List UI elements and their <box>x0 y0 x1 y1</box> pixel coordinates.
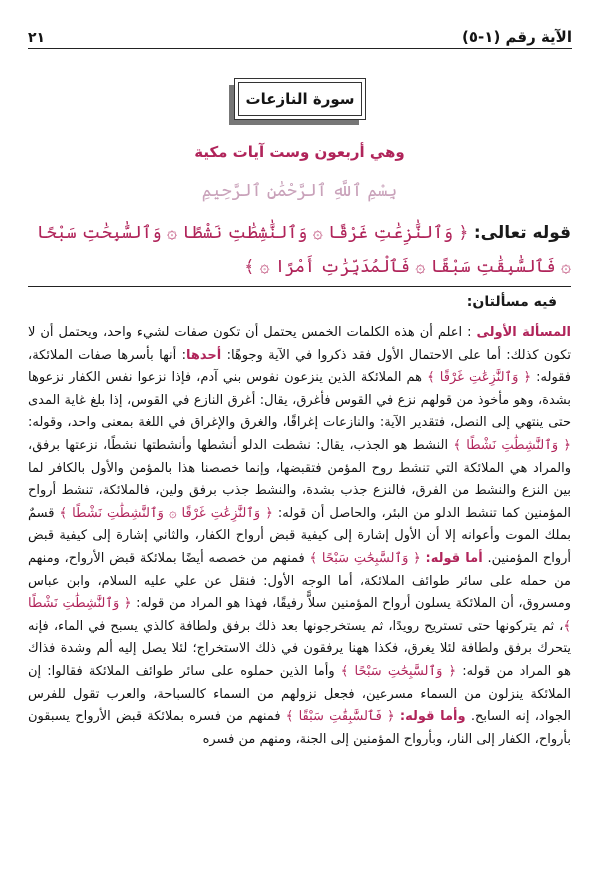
quran-quote: ﴿ وَٱلنَّٰشِطَٰتِ نَشْطًا ﴾ <box>28 596 571 634</box>
quran-quote: ﴿ فَٱلسَّٰبِقَٰتِ سَبْقًا ﴾ <box>285 709 395 725</box>
surah-subtitle: وهي أربعون وست آيات مكية <box>194 143 405 161</box>
quran-quote: ﴿ وَٱلسَّٰبِحَٰتِ سَبْحًا ﴾ <box>309 550 421 566</box>
quran-quote: ﴿ وَٱلنَّٰزِعَٰتِ غَرْقًا ﴾ <box>427 370 532 386</box>
text-run: وأما الذين حملوه على سائر طوائف الملائكة فقالوا: إن الملائكة ينزلون من السماء مسرعين، فجعل نزولهم من السماء كالسباحة، والعرب تقول للفرس الجواد، إنه السابح. <box>28 663 572 725</box>
divider-line <box>28 286 571 287</box>
point-label: أما قوله: <box>425 550 483 566</box>
verse-lead: قوله تعالى: <box>473 223 571 243</box>
quran-quote: ﴿ وَٱلنَّٰزِعَٰتِ غَرْقًا ۞ وَٱلنَّٰشِطَٰتِ نَشْطًا ﴾ <box>59 505 273 521</box>
issue-label: المسألة الأولى <box>476 325 571 340</box>
surah-title-box <box>234 78 366 120</box>
section-heading: فيه مسألتان: <box>466 294 557 310</box>
text-run: قسمٌ بملك الموت وأعوانه إلا أن الأول إشارة إلى كيفية قبض أرواح الكفار، والثاني إشارة إلى كيفية قبض أرواح المؤمنين. <box>28 505 572 566</box>
quran-quote: ﴿ وَٱلسَّٰبِحَٰتِ سَبْحًا ﴾ <box>340 663 457 679</box>
text-run: : أنها بأسرها صفات الملائكة، فقوله: <box>28 347 571 386</box>
point-label: أحدها <box>186 347 222 363</box>
text-run: ، ثم يتركونها حتى تستريح رويدًا، ثم يستخرجونها بعد ذلك برفق ولطافة كالذي يسبح في الماء، فإنه يتحرك برفق ولطافة لئلا يغرق، فكذا ههنا يرفقون في ذلك الاستخراج؛ لئلا يصل إليه ألم وشدة فذاك هو المراد من قوله: <box>28 618 571 679</box>
basmala: بِسْمِ ٱللَّهِ ٱلرَّحْمَٰنِ ٱلرَّحِيمِ <box>201 181 398 201</box>
text-run: : اعلم أن هذه الكلمات الخمس يحتمل أن تكون صفات لشيء واحد، ويحتمل أن لا تكون كذلك: أما على الاحتمال الأول فقد ذكروا في الآية وجوهًا: <box>28 325 571 363</box>
verse-text: ﴿ وَٱلنَّٰزِعَٰتِ غَرْقًا ۞ وَٱلنَّٰشِطَٰتِ نَشْطًا ۞ وَٱلسَّٰبِحَٰتِ سَبْحًا ۞ فَٱلسَّٰبِقَٰتِ سَبْقًا ۞ فَٱلْمُدَبِّرَٰتِ أَمْرًا ۞ ﴾ <box>36 223 571 277</box>
text-run: هم الملائكة الذين ينزعون نفوس بني آدم، فإذا نزعوا نفس الكفار نزعوها بشدة، وهو مأخوذ من قولهم نزع في القوس فأغرق، يقال: أغرق النازع في القوس، إذا بلغ غاية المدى حتى ينتهي إلى النصل، فتقدير الآية: والنازعات إغراقًا، والغرق والإغراق في اللغة بمعنى واحد، وقوله: <box>28 370 571 431</box>
surah-name: سورة النازعات <box>245 90 355 108</box>
text-run: فمنهم من خصصه أيضًا بملائكة قبض الأرواح، ومنهم من حمله على سائر طوائف الملائكة، أما الوجه الأول: فنقل عن علي عليه السلام، وابن عباس ومسروق، أن الملائكة يسلون أرواح المؤمنين سلاًّ رفيقًا، فهذا هو المراد من قوله: <box>28 550 571 612</box>
point-label: وأما قوله: <box>399 709 466 725</box>
running-header <box>28 20 572 49</box>
text-run: النشط هو الجذب، يقال: نشطت الدلو أنشطها وأنشطتها نشطًا، نزعتها برفق، والمراد هي الملائكة التي تنشط روح المؤمن فتقبضها، وإنما خصصنا هذا بالمؤمن والأول بالكافر لما بين النزع والنشط من الفرق، فالنزع جذب بشدة، والنشط جذب برفق ولين، فالملائكة، تنشط أرواح المؤمنين كما تنشط الدلو من البئر، والحاصل أن قوله: <box>28 437 572 521</box>
paragraph <box>28 322 571 751</box>
commentary-text <box>28 322 571 751</box>
verse-block <box>28 216 571 284</box>
header-title: الآية رقم (١-٥) <box>462 28 572 46</box>
quran-quote: ﴿ وَٱلنَّٰشِطَٰتِ نَشْطًا ﴾ <box>453 437 572 453</box>
text-run: فمنهم من فسره بملائكة قبض الأرواح يسبقون بأرواح، الكفار إلى النار، وبأرواح المؤمنين إلى الجنة، ومنهم من فسره <box>28 709 571 747</box>
page-number: ٢١ <box>28 30 46 46</box>
